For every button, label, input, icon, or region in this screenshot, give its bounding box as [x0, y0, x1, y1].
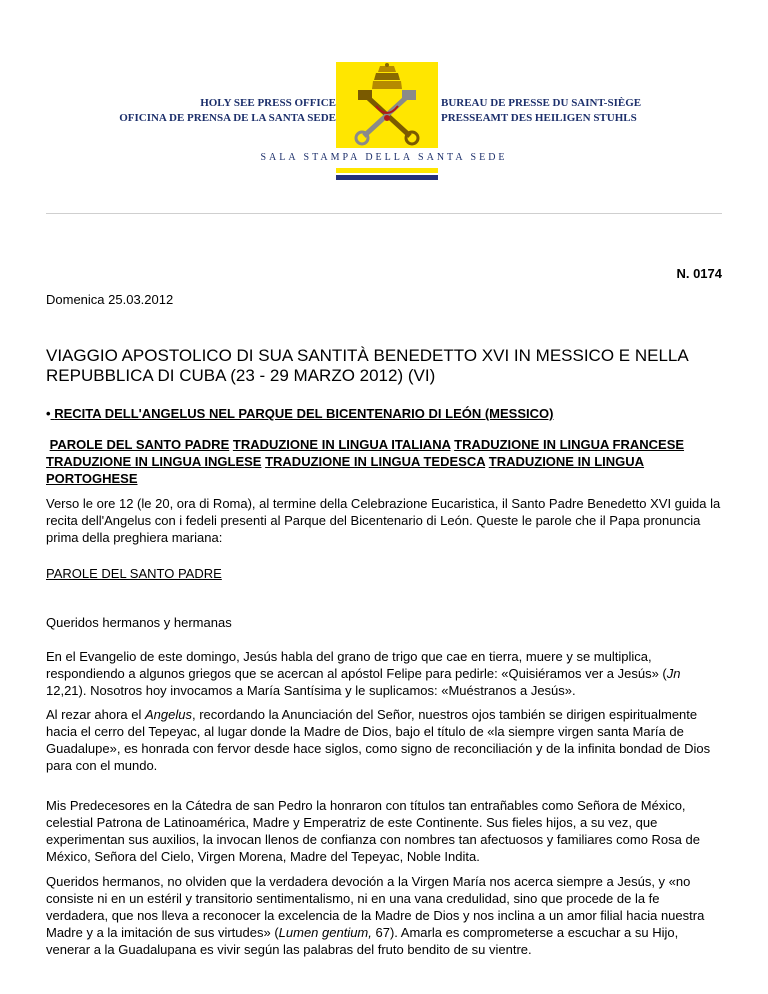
header-left-line1: HOLY SEE PRESS OFFICE — [200, 97, 336, 109]
yellow-stripe — [336, 168, 438, 173]
bulletin-title: VIAGGIO APOSTOLICO DI SUA SANTITÀ BENEDETTO XVI IN MESSICO E NELLA REPUBBLICA DI CUBA (23 - 29 MARZO 2012) (VI) — [46, 346, 688, 385]
greeting: Queridos hermanos y hermanas — [46, 615, 232, 630]
header-left-line2: OFICINA DE PRENSA DE LA SANTA SEDE — [119, 112, 336, 124]
language-links — [46, 436, 722, 487]
link-traduzione-portoghese[interactable]: TRADUZIONE IN LINGUA PORTOGHESE — [46, 454, 645, 486]
subtitle-row — [46, 406, 726, 421]
link-traduzione-francese[interactable]: TRADUZIONE IN LINGUA FRANCESE — [454, 437, 685, 452]
section-heading: PAROLE DEL SANTO PADRE — [46, 566, 222, 581]
sala-stampa-label: SALA STAMPA DELLA SANTA SEDE — [260, 152, 508, 163]
paragraph-3: Mis Predecesores en la Cátedra de san Pedro la honraron con títulos tan entrañables como Señora de México, celestial Patrona de Latinoamérica, Madre y Emperatriz de este Continente. Sus fieles hijos, a su vez, que experimentan sus auxilios, la invocan llenos de confianza con nombres tan afectuosos y familiares como Rosa de México, Señora del Cielo, Virgen Morena, Madre del Tepeyac, Noble Indita. — [46, 798, 700, 864]
header-left — [100, 96, 336, 126]
paragraph-2: Al rezar ahora el Angelus, recordando la Anunciación del Señor, nuestros ojos también se dirigen espiritualmente hacia el cerro del Tepeyac, al lugar donde la Madre de Dios, bajo el título de «la siempre virgen santa María de Guadalupe», es honrada con fervor desde hace siglos, como signo de reconciliación y de la infinita bondad de Dios para con el mundo. — [46, 707, 711, 773]
bullet-icon: • — [46, 406, 51, 421]
bulletin-number: N. 0174 — [676, 266, 722, 281]
link-traduzione-inglese[interactable]: TRADUZIONE IN LINGUA INGLESE — [46, 454, 262, 469]
intro-paragraph: Verso le ore 12 (le 20, ora di Roma), al termine della Celebrazione Eucaristica, il Santo Padre Benedetto XVI guida la recita dell'Angelus con i fedeli presenti al Parque del Bicentenario di León. Queste le parole che il Papa pronuncia prima della preghiera mariana: — [46, 496, 721, 545]
link-traduzione-tedesca[interactable]: TRADUZIONE IN LINGUA TEDESCA — [265, 454, 486, 469]
bulletin-date: Domenica 25.03.2012 — [46, 292, 174, 307]
header-right-line1: BUREAU DE PRESSE DU SAINT-SIÈGE — [441, 97, 642, 109]
papal-coat-of-arms-icon — [336, 62, 438, 148]
navy-stripe — [336, 175, 438, 180]
header-right-line2: PRESSEAMT DES HEILIGEN STUHLS — [441, 112, 637, 124]
link-traduzione-italiana[interactable]: TRADUZIONE IN LINGUA ITALIANA — [232, 437, 451, 452]
header-divider — [46, 213, 722, 214]
paragraph-4: Queridos hermanos, no olviden que la verdadera devoción a la Virgen María nos acerca siempre a Jesús, y «no consiste ni en un estéril y transitorio sentimentalismo, ni en una vana credulidad, sino que procede de la fe verdadera, que nos lleva a reconocer la excelencia de la Madre de Dios y nos inclina a un amor filial hacia nuestra Madre y a la imitación de sus virtudes» (Lumen gentium, 67). Amarla es comprometerse a escuchar a su Hijo, venerar a la Guadalupana es vivir según las palabras del fruto bendito de su vientre. — [46, 874, 705, 957]
header-right — [441, 96, 701, 126]
holy-see-logo — [336, 62, 438, 148]
angelus-subtitle-link[interactable]: RECITA DELL'ANGELUS NEL PARQUE DEL BICENTENARIO DI LEÓN (MESSICO) — [54, 406, 554, 421]
link-parole-santo-padre[interactable]: PAROLE DEL SANTO PADRE — [49, 437, 230, 452]
paragraph-1: En el Evangelio de este domingo, Jesús habla del grano de trigo que cae en tierra, muere y se multiplica, respondiendo a algunos griegos que se acercan al apóstol Felipe para pedirle: «Quisiéramos ver a Jesús» (Jn 12,21). Nosotros hoy invocamos a María Santísima y le suplicamos: «Muéstranos a Jesús». — [46, 649, 681, 698]
